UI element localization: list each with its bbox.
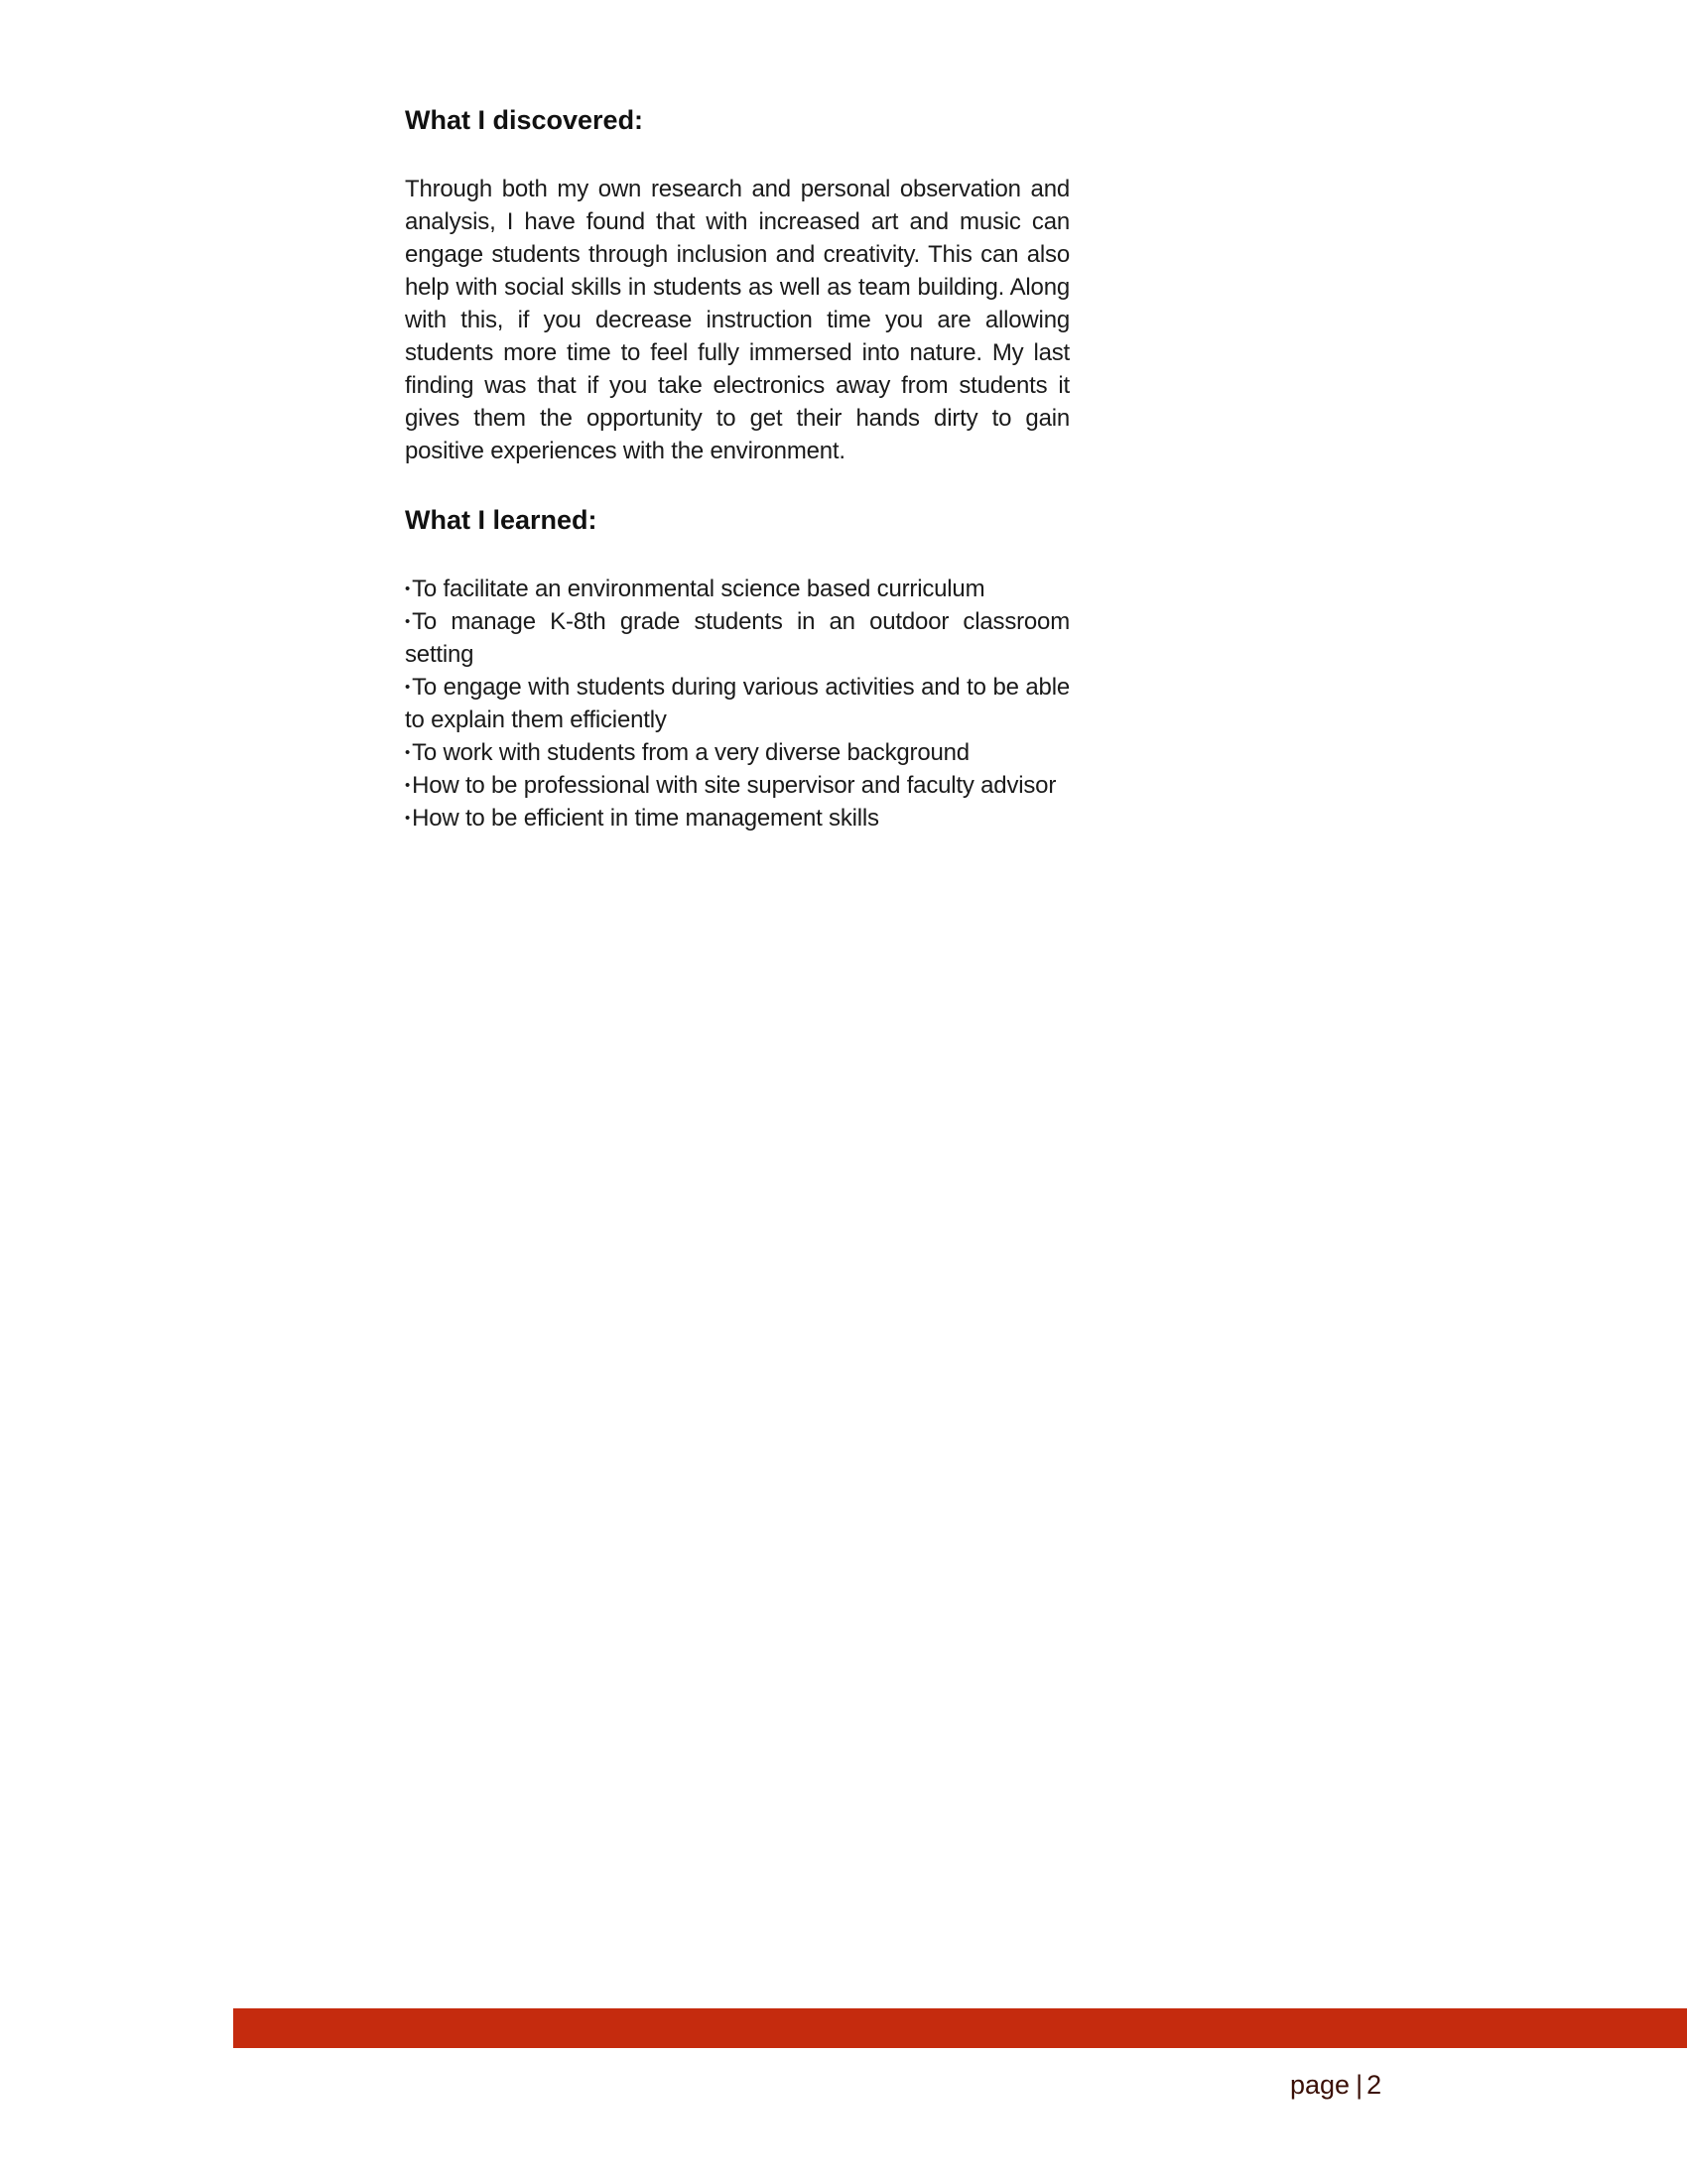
- discovered-heading: What I discovered:: [405, 105, 644, 135]
- learned-list: [405, 573, 1070, 835]
- list-item-text: To engage with students during various activities and to be able to explain them efficiently: [405, 674, 1070, 733]
- list-item-text: How to be professional with site supervisor and faculty advisor: [412, 772, 1057, 799]
- discovered-paragraph: Through both my own research and personal observation and analysis, I have found that with increased art and music can engage students through inclusion and creativity. This can also help with social skills in students as well as team building. Along with this, if you decrease instruction time you are allowing students more time to feel fully immersed into nature. My last finding was that if you take electronics away from students it gives them the opportunity to get their hands dirty to gain positive experiences with the environment.: [405, 176, 1070, 464]
- page-content: [405, 103, 1070, 835]
- learned-heading: What I learned:: [405, 505, 597, 535]
- bullet-icon: •: [405, 810, 411, 827]
- list-item: [405, 769, 1070, 802]
- bullet-icon: •: [405, 580, 411, 597]
- list-item-text: How to be efficient in time management skills: [412, 805, 879, 832]
- page-number-separator: |: [1356, 2070, 1363, 2100]
- footer-accent-bar: [233, 2008, 1687, 2048]
- page-number: [1290, 2068, 1381, 2102]
- section-discovered: [405, 103, 1070, 467]
- list-item: [405, 605, 1070, 671]
- page-number-value: 2: [1366, 2070, 1382, 2100]
- list-item-text: To manage K-8th grade students in an outdoor classroom setting: [405, 608, 1070, 668]
- list-item: [405, 736, 1070, 769]
- bullet-icon: •: [405, 744, 411, 761]
- list-item-text: To work with students from a very diverse background: [412, 739, 970, 766]
- bullet-icon: •: [405, 679, 411, 696]
- list-item-text: To facilitate an environmental science based curriculum: [412, 576, 985, 602]
- list-item: [405, 671, 1070, 736]
- bullet-icon: •: [405, 777, 411, 794]
- list-item: [405, 802, 1070, 835]
- list-item: [405, 573, 1070, 605]
- section-learned: [405, 503, 1070, 835]
- page-number-label: page: [1290, 2070, 1351, 2100]
- bullet-icon: •: [405, 613, 411, 630]
